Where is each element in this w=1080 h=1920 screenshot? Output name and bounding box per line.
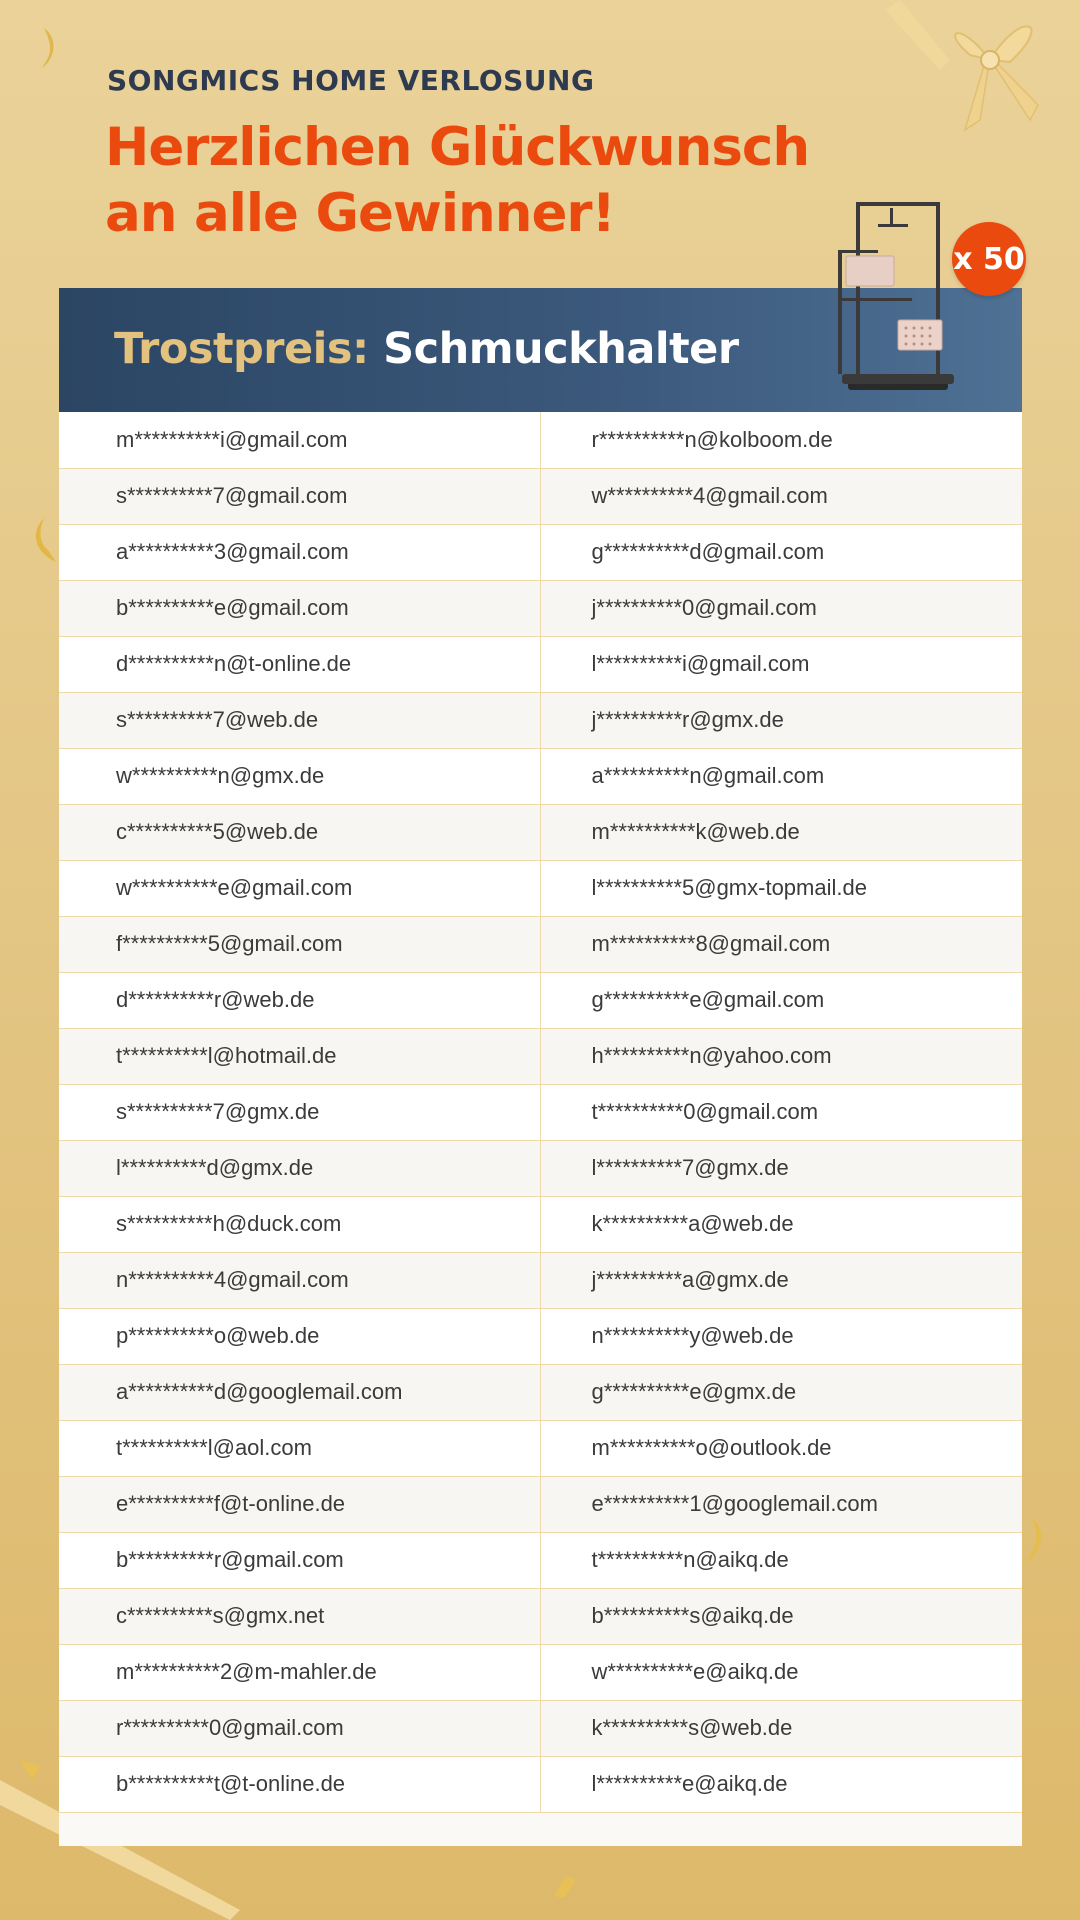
winner-email: t**********0@gmail.com — [540, 1084, 1022, 1140]
winner-email: p**********o@web.de — [59, 1308, 540, 1364]
winner-email: j**********a@gmx.de — [540, 1252, 1022, 1308]
table-row — [59, 748, 1022, 804]
winner-email: a**********n@gmail.com — [540, 748, 1022, 804]
winner-email: w**********e@aikq.de — [540, 1644, 1022, 1700]
prize-title — [114, 324, 739, 374]
winner-email: b**********e@gmail.com — [59, 580, 540, 636]
winner-email: w**********n@gmx.de — [59, 748, 540, 804]
table-row — [59, 972, 1022, 1028]
winner-email: l**********d@gmx.de — [59, 1140, 540, 1196]
winner-email: t**********l@hotmail.de — [59, 1028, 540, 1084]
winner-email: b**********r@gmail.com — [59, 1532, 540, 1588]
winner-email: m**********o@outlook.de — [540, 1420, 1022, 1476]
winner-email: w**********e@gmail.com — [59, 860, 540, 916]
table-row — [59, 1476, 1022, 1532]
table-row — [59, 804, 1022, 860]
winner-email: m**********i@gmail.com — [59, 412, 540, 468]
confetti-icon — [30, 518, 60, 566]
winner-email: j**********0@gmail.com — [540, 580, 1022, 636]
headline-line-2: an alle Gewinner! — [105, 183, 615, 244]
winners-table — [59, 412, 1022, 1813]
winner-email: r**********n@kolboom.de — [540, 412, 1022, 468]
table-row — [59, 1588, 1022, 1644]
winner-email: l**********i@gmail.com — [540, 636, 1022, 692]
table-row — [59, 1644, 1022, 1700]
quantity-badge: x 50 — [952, 222, 1026, 296]
page-title — [105, 115, 825, 247]
table-row — [59, 1028, 1022, 1084]
winner-email: l**********7@gmx.de — [540, 1140, 1022, 1196]
table-row — [59, 1084, 1022, 1140]
table-row — [59, 1420, 1022, 1476]
table-row — [59, 468, 1022, 524]
winner-email: g**********d@gmail.com — [540, 524, 1022, 580]
winner-email: k**********a@web.de — [540, 1196, 1022, 1252]
winner-email: n**********4@gmail.com — [59, 1252, 540, 1308]
winner-email: k**********s@web.de — [540, 1700, 1022, 1756]
table-row — [59, 1140, 1022, 1196]
winner-email: t**********l@aol.com — [59, 1420, 540, 1476]
table-row — [59, 916, 1022, 972]
winner-email: t**********n@aikq.de — [540, 1532, 1022, 1588]
winner-email: e**********1@googlemail.com — [540, 1476, 1022, 1532]
winner-email: s**********7@web.de — [59, 692, 540, 748]
table-row — [59, 1532, 1022, 1588]
winner-email: w**********4@gmail.com — [540, 468, 1022, 524]
winner-email: b**********s@aikq.de — [540, 1588, 1022, 1644]
table-row — [59, 860, 1022, 916]
table-row — [59, 692, 1022, 748]
winner-email: c**********5@web.de — [59, 804, 540, 860]
winner-email: s**********h@duck.com — [59, 1196, 540, 1252]
table-row — [59, 1252, 1022, 1308]
winner-email: j**********r@gmx.de — [540, 692, 1022, 748]
table-row — [59, 1196, 1022, 1252]
winner-email: a**********3@gmail.com — [59, 524, 540, 580]
winner-email: l**********e@aikq.de — [540, 1756, 1022, 1812]
winner-email: d**********n@t-online.de — [59, 636, 540, 692]
winner-email: s**********7@gmx.de — [59, 1084, 540, 1140]
winner-email: m**********8@gmail.com — [540, 916, 1022, 972]
winner-email: m**********k@web.de — [540, 804, 1022, 860]
winner-email: e**********f@t-online.de — [59, 1476, 540, 1532]
table-row — [59, 636, 1022, 692]
confetti-icon — [38, 28, 60, 72]
winner-email: n**********y@web.de — [540, 1308, 1022, 1364]
jewelry-stand-icon — [828, 198, 968, 394]
table-row — [59, 580, 1022, 636]
winner-email: c**********s@gmx.net — [59, 1588, 540, 1644]
eyebrow-title: SONGMICS HOME VERLOSUNG — [107, 64, 595, 97]
winner-email: h**********n@yahoo.com — [540, 1028, 1022, 1084]
table-row — [59, 524, 1022, 580]
prize-product: Schmuckhalter — [383, 324, 739, 374]
winner-email: b**********t@t-online.de — [59, 1756, 540, 1812]
winner-email: r**********0@gmail.com — [59, 1700, 540, 1756]
table-row — [59, 1700, 1022, 1756]
headline-line-1: Herzlichen Glückwunsch — [105, 117, 810, 178]
winners-panel — [59, 288, 1022, 1846]
winner-email: g**********e@gmx.de — [540, 1364, 1022, 1420]
winner-email: a**********d@googlemail.com — [59, 1364, 540, 1420]
table-row — [59, 1756, 1022, 1812]
table-row — [59, 1308, 1022, 1364]
prize-label: Trostpreis: — [114, 324, 369, 374]
gift-ribbon-icon — [880, 0, 1080, 140]
winner-email: m**********2@m-mahler.de — [59, 1644, 540, 1700]
winner-email: l**********5@gmx-topmail.de — [540, 860, 1022, 916]
winner-email: g**********e@gmail.com — [540, 972, 1022, 1028]
table-row — [59, 412, 1022, 468]
winner-email: d**********r@web.de — [59, 972, 540, 1028]
winner-email: f**********5@gmail.com — [59, 916, 540, 972]
winner-email: s**********7@gmail.com — [59, 468, 540, 524]
confetti-icon — [552, 1876, 578, 1898]
table-row — [59, 1364, 1022, 1420]
confetti-icon — [1022, 1518, 1046, 1566]
